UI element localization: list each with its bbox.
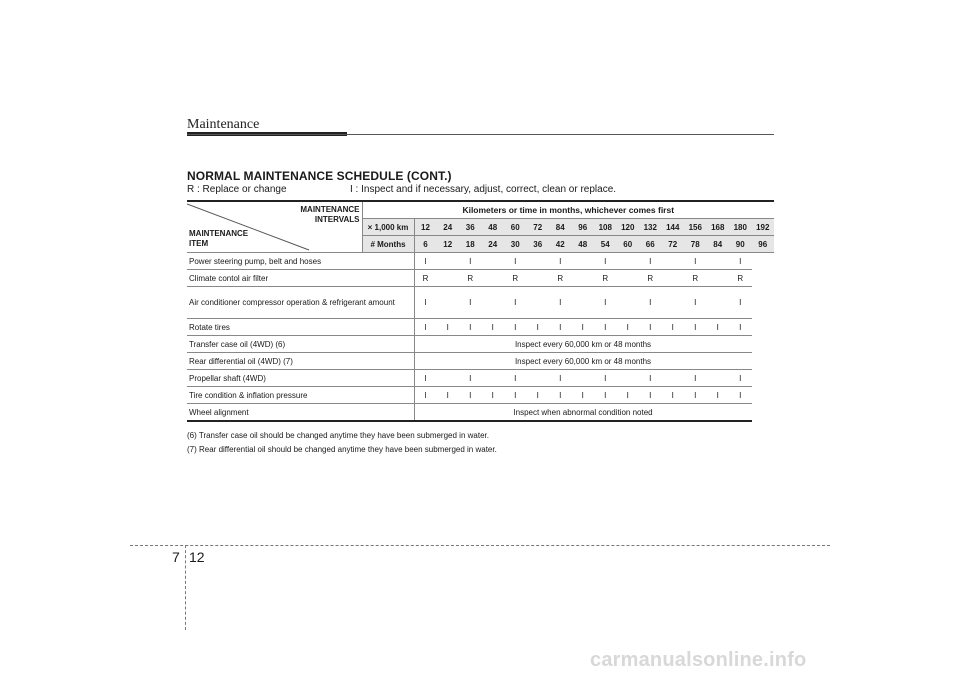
interval-cell: I: [549, 253, 572, 270]
interval-cell: [707, 287, 730, 319]
km-value: 144: [662, 219, 685, 236]
interval-cell: [572, 370, 595, 387]
interval-cell: [617, 253, 640, 270]
month-value: 42: [549, 236, 572, 253]
interval-cell: R: [729, 270, 752, 287]
page-number: 12: [189, 549, 205, 565]
interval-cell: R: [594, 270, 617, 287]
maintenance-item: Power steering pump, belt and hoses: [187, 253, 414, 270]
schedule-heading: NORMAL MAINTENANCE SCHEDULE (CONT.): [187, 169, 452, 183]
interval-cell: [572, 287, 595, 319]
interval-cell: I: [594, 387, 617, 404]
maintenance-item: Wheel alignment: [187, 404, 414, 422]
footnote-transfer-case: (6) Transfer case oil should be changed anytime they have been submerged in water.: [187, 431, 489, 440]
interval-cell: I: [594, 287, 617, 319]
legend-inspect: I : Inspect and if necessary, adjust, correct, clean or replace.: [350, 184, 617, 195]
interval-cell: I: [414, 287, 437, 319]
table-row: [187, 404, 774, 422]
interval-cell: I: [572, 319, 595, 336]
km-value: 156: [684, 219, 707, 236]
interval-cell: [662, 287, 685, 319]
km-value: 192: [752, 219, 775, 236]
interval-cell: I: [662, 387, 685, 404]
maintenance-item: Transfer case oil (4WD) (6): [187, 336, 414, 353]
km-value: 60: [504, 219, 527, 236]
interval-cell: [482, 287, 505, 319]
table-row: [187, 353, 774, 370]
interval-cell: I: [414, 370, 437, 387]
interval-cell: [707, 370, 730, 387]
interval-cell: I: [549, 387, 572, 404]
interval-cell: [527, 270, 550, 287]
interval-cell: I: [639, 319, 662, 336]
interval-cell: I: [594, 253, 617, 270]
interval-cell: I: [639, 253, 662, 270]
interval-cell: [707, 270, 730, 287]
month-value: 18: [459, 236, 482, 253]
corner-intervals-label: MAINTENANCE INTERVALS: [300, 205, 360, 224]
km-value: 96: [572, 219, 595, 236]
interval-cell: I: [504, 319, 527, 336]
interval-cell: I: [549, 319, 572, 336]
km-value: 108: [594, 219, 617, 236]
interval-cell: R: [414, 270, 437, 287]
interval-cell: I: [594, 370, 617, 387]
interval-cell: I: [459, 387, 482, 404]
interval-cell: [662, 370, 685, 387]
table-row: [187, 253, 774, 270]
table-row: [187, 270, 774, 287]
header-row-title: [187, 201, 774, 219]
interval-cell: R: [639, 270, 662, 287]
interval-cell: I: [729, 319, 752, 336]
interval-cell: I: [437, 387, 460, 404]
interval-cell: [572, 270, 595, 287]
interval-cell: I: [662, 319, 685, 336]
km-value: 84: [549, 219, 572, 236]
maintenance-item: Propellar shaft (4WD): [187, 370, 414, 387]
interval-cell: I: [549, 370, 572, 387]
interval-cell: [617, 270, 640, 287]
interval-cell: [437, 253, 460, 270]
interval-cell: I: [684, 319, 707, 336]
km-value: 120: [617, 219, 640, 236]
interval-cell: I: [684, 253, 707, 270]
month-value: 6: [414, 236, 437, 253]
interval-cell: I: [459, 370, 482, 387]
interval-cell: I: [459, 253, 482, 270]
page-footer-rule: [130, 545, 830, 546]
interval-cell: I: [504, 253, 527, 270]
interval-cell: I: [707, 319, 730, 336]
interval-cell: [572, 253, 595, 270]
month-value: 78: [684, 236, 707, 253]
interval-cell: [482, 253, 505, 270]
interval-cell: I: [729, 370, 752, 387]
months-unit-label: # Months: [362, 236, 414, 253]
km-value: 48: [482, 219, 505, 236]
interval-cell: [482, 370, 505, 387]
km-value: 72: [527, 219, 550, 236]
interval-cell: [437, 287, 460, 319]
month-value: 30: [504, 236, 527, 253]
interval-cell: [482, 270, 505, 287]
km-value: 168: [707, 219, 730, 236]
interval-cell: [617, 287, 640, 319]
interval-cell: I: [639, 387, 662, 404]
interval-cell: I: [482, 319, 505, 336]
month-value: 12: [437, 236, 460, 253]
interval-cell: I: [684, 370, 707, 387]
month-value: 54: [594, 236, 617, 253]
month-value: 36: [527, 236, 550, 253]
intervals-title: Kilometers or time in months, whichever comes first: [362, 201, 774, 219]
interval-cell: [437, 270, 460, 287]
maintenance-item: Tire condition & inflation pressure: [187, 387, 414, 404]
interval-cell: I: [504, 370, 527, 387]
interval-cell: I: [617, 319, 640, 336]
interval-cell: [527, 370, 550, 387]
interval-cell: I: [414, 387, 437, 404]
interval-cell: [527, 253, 550, 270]
interval-cell: [662, 253, 685, 270]
month-value: 96: [752, 236, 775, 253]
interval-cell: I: [594, 319, 617, 336]
interval-cell: I: [414, 319, 437, 336]
interval-cell: I: [549, 287, 572, 319]
interval-cell: I: [729, 287, 752, 319]
table-row: [187, 319, 774, 336]
interval-cell: R: [504, 270, 527, 287]
km-unit-label: × 1,000 km: [362, 219, 414, 236]
interval-cell: I: [527, 387, 550, 404]
month-value: 90: [729, 236, 752, 253]
page-chapter: 7: [172, 549, 180, 565]
interval-cell: I: [527, 319, 550, 336]
page-footer-divider: [185, 545, 186, 630]
km-value: 132: [639, 219, 662, 236]
month-value: 60: [617, 236, 640, 253]
maintenance-item: Air conditioner compressor operation & refrigerant amount: [187, 287, 414, 319]
interval-cell: I: [729, 253, 752, 270]
maintenance-schedule-table: [187, 200, 774, 422]
interval-cell: I: [684, 287, 707, 319]
interval-cell: R: [549, 270, 572, 287]
interval-cell: I: [504, 387, 527, 404]
month-value: 24: [482, 236, 505, 253]
month-value: 48: [572, 236, 595, 253]
interval-cell: [527, 287, 550, 319]
interval-cell: I: [617, 387, 640, 404]
interval-note: Inspect every 60,000 km or 48 months: [414, 336, 752, 353]
maintenance-item: Climate contol air filter: [187, 270, 414, 287]
km-value: 12: [414, 219, 437, 236]
header-rule: [187, 134, 774, 135]
interval-cell: [617, 370, 640, 387]
table-row: [187, 387, 774, 404]
interval-cell: I: [437, 319, 460, 336]
footnote-rear-differential: (7) Rear differential oil should be changed anytime they have been submerged in water.: [187, 445, 497, 454]
interval-note: Inspect every 60,000 km or 48 months: [414, 353, 752, 370]
month-value: 84: [707, 236, 730, 253]
table-row: [187, 370, 774, 387]
km-value: 24: [437, 219, 460, 236]
table-row: [187, 336, 774, 353]
interval-cell: I: [639, 370, 662, 387]
corner-item-label: MAINTENANCE ITEM: [189, 229, 249, 248]
watermark: carmanualsonline.info: [590, 649, 807, 671]
interval-cell: [437, 370, 460, 387]
interval-cell: I: [684, 387, 707, 404]
interval-cell: R: [459, 270, 482, 287]
interval-note: Inspect when abnormal condition noted: [414, 404, 752, 422]
interval-cell: R: [684, 270, 707, 287]
interval-cell: I: [459, 319, 482, 336]
header-corner: [187, 201, 362, 253]
interval-cell: [662, 270, 685, 287]
interval-cell: I: [707, 387, 730, 404]
maintenance-item: Rotate tires: [187, 319, 414, 336]
interval-cell: I: [459, 287, 482, 319]
interval-cell: I: [482, 387, 505, 404]
legend-replace: R : Replace or change: [187, 184, 287, 195]
section-title: Maintenance: [187, 117, 260, 132]
interval-cell: I: [639, 287, 662, 319]
interval-cell: I: [729, 387, 752, 404]
table-row: [187, 287, 774, 319]
interval-cell: I: [414, 253, 437, 270]
km-value: 180: [729, 219, 752, 236]
maintenance-item: Rear differential oil (4WD) (7): [187, 353, 414, 370]
interval-cell: I: [504, 287, 527, 319]
km-value: 36: [459, 219, 482, 236]
interval-cell: [707, 253, 730, 270]
month-value: 66: [639, 236, 662, 253]
month-value: 72: [662, 236, 685, 253]
interval-cell: I: [572, 387, 595, 404]
